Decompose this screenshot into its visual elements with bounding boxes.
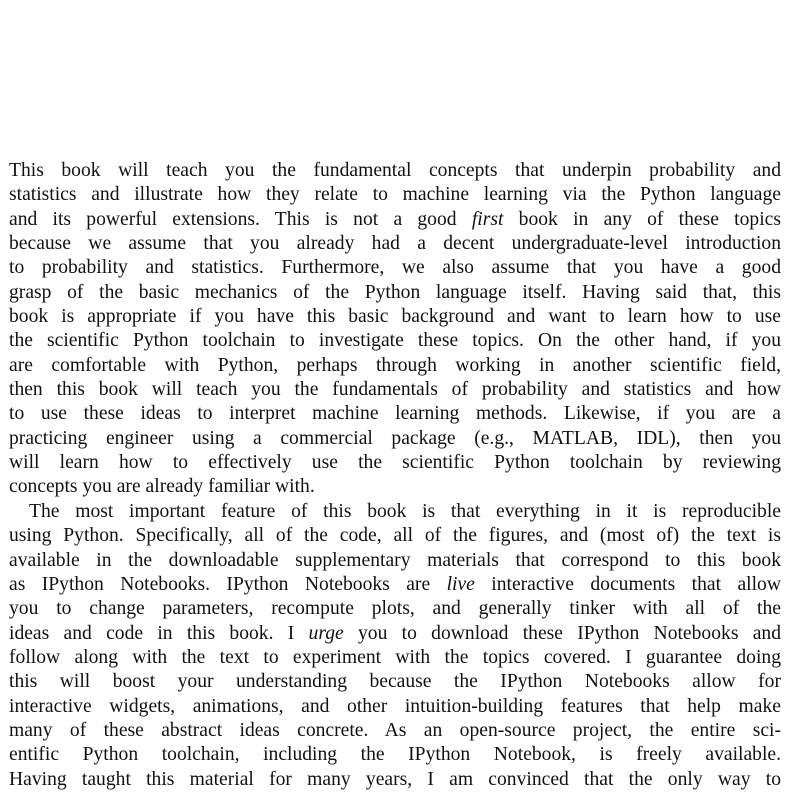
emphasis-text: first <box>471 208 504 230</box>
text-segment: to probability and statistics. Furthermore, we also assume that you have a good <box>9 257 781 279</box>
text-line <box>9 743 781 767</box>
text-line <box>9 524 781 548</box>
text-segment: interactive documents that allow <box>474 573 782 595</box>
text-segment: using Python. Specifically, all of the code, all of the figures, and (most of) the text is <box>9 525 781 547</box>
text-segment: statistics and illustrate how they relate to machine learning via the Python language <box>9 184 781 206</box>
body-text <box>9 159 781 792</box>
text-line <box>9 622 781 646</box>
text-segment: and its powerful extensions. This is not a good <box>9 208 472 230</box>
text-segment: practicing engineer using a commercial package (e.g., MATLAB, IDL), then you <box>9 427 781 449</box>
text-line <box>9 695 781 719</box>
text-line <box>9 573 781 597</box>
text-segment: to use these ideas to interpret machine learning methods. Likewise, if you are a <box>9 403 781 425</box>
text-line <box>9 427 781 451</box>
text-segment: as IPython Notebooks. IPython Notebooks are <box>9 573 447 595</box>
text-line <box>9 597 781 621</box>
paragraph-2 <box>9 500 781 792</box>
text-line <box>9 329 781 353</box>
text-segment: many of these abstract ideas concrete. As an open-source project, the entire sci- <box>9 719 781 741</box>
emphasis-text: live <box>446 573 475 595</box>
text-line <box>9 768 781 792</box>
text-segment: interactive widgets, animations, and other intuition-building features that help make <box>9 695 781 717</box>
text-line <box>9 256 781 280</box>
text-segment: grasp of the basic mechanics of the Python language itself. Having said that, this <box>9 281 781 303</box>
text-segment: ideas and code in this book. I <box>9 622 309 644</box>
paragraph-1 <box>9 159 781 500</box>
text-segment: book in any of these topics <box>503 208 781 230</box>
text-segment: Having taught this material for many years, I am convinced that the only way to <box>9 768 781 790</box>
text-line <box>9 378 781 402</box>
text-segment: book is appropriate if you have this basic background and want to learn how to use <box>9 306 781 328</box>
text-line <box>9 281 781 305</box>
text-segment: you to download these IPython Notebooks and <box>343 622 781 644</box>
text-line <box>9 159 781 183</box>
text-segment: are comfortable with Python, perhaps through working in another scientific field, <box>9 354 781 376</box>
text-line <box>9 354 781 378</box>
text-segment: follow along with the text to experiment with the topics covered. I guarantee doing <box>9 646 781 668</box>
text-segment: concepts you are already familiar with. <box>9 476 315 498</box>
text-line <box>9 451 781 475</box>
text-segment: will learn how to effectively use the scientific Python toolchain by reviewing <box>9 452 781 474</box>
text-segment: then this book will teach you the fundamentals of probability and statistics and how <box>9 379 781 401</box>
text-segment: this will boost your understanding because the IPython Notebooks allow for <box>9 671 781 693</box>
text-segment: This book will teach you the fundamental concepts that underpin probability and <box>9 160 781 181</box>
text-line <box>9 670 781 694</box>
text-segment: the scientific Python toolchain to investigate these topics. On the other hand, if you <box>9 330 781 352</box>
text-line <box>9 549 781 573</box>
text-segment: entific Python toolchain, including the IPython Notebook, is freely available. <box>9 744 781 766</box>
text-line <box>9 719 781 743</box>
text-segment: available in the downloadable supplementary materials that correspond to this book <box>9 549 781 571</box>
text-line <box>9 402 781 426</box>
text-line <box>9 183 781 207</box>
text-segment: The most important feature of this book is that everything in it is reproducible <box>29 500 781 522</box>
text-segment: because we assume that you already had a decent undergraduate-level introduction <box>9 233 781 255</box>
text-line <box>9 305 781 329</box>
text-segment: you to change parameters, recompute plots, and generally tinker with all of the <box>9 598 781 620</box>
text-line <box>9 208 781 232</box>
text-line <box>9 500 781 524</box>
text-line <box>9 232 781 256</box>
text-line <box>9 646 781 670</box>
text-line <box>9 475 781 499</box>
emphasis-text: urge <box>308 622 344 644</box>
